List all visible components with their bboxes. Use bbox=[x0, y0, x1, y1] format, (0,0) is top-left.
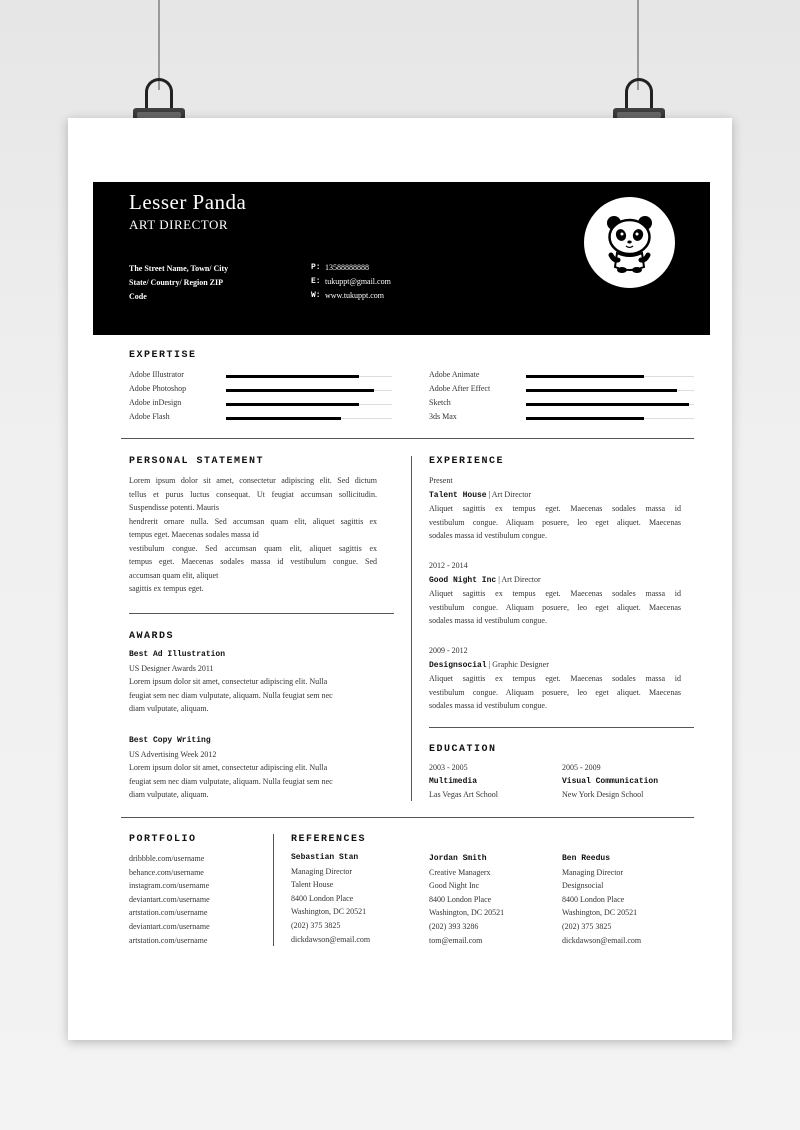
education-item: 2005 - 2009 Visual Communication New York Design School bbox=[562, 763, 659, 799]
panda-avatar bbox=[584, 197, 675, 288]
skill-bar-fill bbox=[526, 403, 689, 406]
skill-label: Adobe Illustrator bbox=[129, 370, 184, 379]
contact-email: E: tukuppt@gmail.com bbox=[311, 277, 391, 286]
award-name: Best Copy Writing bbox=[129, 736, 211, 745]
hanging-string-right bbox=[637, 0, 639, 90]
personal-statement-text: Lorem ipsum dolor sit amet, consectetur adipiscing elit. Sed dictum tellus et purus luctus consequat. Ut feugiat accumsan sollicitudin. Suspendisse potenti. Mauris hendrerit ornare nulla. Sed accumsan quam elit, aliquet sagittis ex tempus eget. Maecenas sodales massa id vestibulum congue. Sed accumsan quam elit, aliquet sagittis ex tempus eget. Maecenas sodales massa id vestibulum congue. Sed accumsan quam elit, aliquet sagittis ex tempus eget. bbox=[129, 476, 377, 593]
portfolio-link[interactable]: artstation.com/username bbox=[129, 935, 208, 945]
skill-label: Adobe Flash bbox=[129, 412, 170, 421]
skill-bar-track bbox=[226, 376, 392, 377]
expertise-title: EXPERTISE bbox=[129, 350, 197, 361]
education-title: EDUCATION bbox=[429, 744, 497, 755]
experience-item: 2012 - 2014 Good Night Inc | Art Director Aliquet sagittis ex tempus eget. Maecenas sodales massa id vestibulum congue. Aliquam posuere, leo eget aliquet. Maecenas sodales massa id vestibulum congue. bbox=[429, 561, 681, 625]
reference-card: Ben Reedus Managing Director Designsocial 8400 London Place Washington, DC 20521 (202) 375 3825 dickdawson@email.com bbox=[562, 852, 694, 947]
education-item: 2003 - 2005 Multimedia Las Vegas Art School bbox=[429, 763, 498, 799]
skill-row bbox=[429, 398, 694, 412]
portfolio-title: PORTFOLIO bbox=[129, 834, 197, 845]
reference-name: Ben Reedus bbox=[562, 854, 611, 863]
contact-info bbox=[311, 261, 391, 303]
divider-statement bbox=[129, 613, 394, 614]
skill-bar-track bbox=[226, 418, 392, 419]
divider-expertise bbox=[121, 438, 694, 439]
awards-title: AWARDS bbox=[129, 631, 175, 642]
skill-label: Adobe Animate bbox=[429, 370, 480, 379]
skill-label: Sketch bbox=[429, 398, 451, 407]
award-item: Best Copy Writing US Advertising Week 2012 Lorem ipsum dolor sit amet, consectetur adipiscing elit. Nulla feugiat sem nec diam vulputate, aliquam. Nulla feugiat sem nec diam vulputate, aliquam. bbox=[129, 734, 359, 802]
portfolio-link[interactable]: behance.com/username bbox=[129, 867, 204, 877]
portfolio-link[interactable]: artstation.com/username bbox=[129, 908, 208, 918]
personal-statement-title: PERSONAL STATEMENT bbox=[129, 456, 265, 467]
skill-bar-track bbox=[226, 404, 392, 405]
skill-row bbox=[129, 370, 392, 384]
skill-label: 3ds Max bbox=[429, 412, 457, 421]
award-name: Best Ad Illustration bbox=[129, 650, 226, 659]
skill-row bbox=[429, 412, 694, 426]
reference-card: Jordan Smith Creative Managerx Good Night Inc 8400 London Place Washington, DC 20521 (202) 393 3286 tom@email.com bbox=[429, 852, 559, 947]
skill-row bbox=[129, 412, 392, 426]
panda-icon bbox=[584, 197, 675, 288]
skill-bar-fill bbox=[226, 375, 359, 378]
skill-label: Adobe After Effect bbox=[429, 384, 491, 393]
skill-bar-fill bbox=[526, 375, 644, 378]
skill-bar-fill bbox=[526, 389, 677, 392]
experience-item: 2009 - 2012 Designsocial | Graphic Designer Aliquet sagittis ex tempus eget. Maecenas sodales massa id vestibulum congue. Aliquam posuere, leo eget aliquet. Maecenas sodales massa id vestibulum congue. bbox=[429, 646, 681, 710]
skill-bar-track bbox=[526, 376, 694, 377]
reference-name: Jordan Smith bbox=[429, 854, 487, 863]
skill-bar-track bbox=[526, 390, 694, 391]
divider-vertical-middle bbox=[411, 456, 412, 801]
portfolio-link[interactable]: deviantart.com/username bbox=[129, 921, 210, 931]
experience-title: EXPERIENCE bbox=[429, 456, 505, 467]
experience-company: Talent House bbox=[429, 490, 487, 500]
hanging-string-left bbox=[158, 0, 160, 90]
portfolio-link[interactable]: instagram.com/username bbox=[129, 881, 210, 891]
reference-card: Sebastian Stan Managing Director Talent House 8400 London Place Washington, DC 20521 (202) 375 3825 dickdawson@email.com bbox=[291, 851, 421, 946]
divider-bottom bbox=[121, 817, 694, 818]
skill-label: Adobe inDesign bbox=[129, 398, 182, 407]
person-role: ART DIRECTOR bbox=[129, 217, 228, 232]
reference-name: Sebastian Stan bbox=[291, 853, 359, 862]
skill-bar-track bbox=[226, 390, 392, 391]
divider-experience bbox=[429, 727, 694, 728]
award-org: US Designer Awards 2011 bbox=[129, 663, 214, 673]
skill-bar-fill bbox=[226, 389, 374, 392]
experience-period: 2009 - 2012 bbox=[429, 646, 468, 655]
award-org: US Advertising Week 2012 bbox=[129, 749, 217, 759]
resume-header bbox=[93, 182, 710, 335]
skill-bar-fill bbox=[226, 403, 359, 406]
references-title: REFERENCES bbox=[291, 834, 367, 845]
address: The Street Name, Town/ City State/ Country/ Region ZIP Code bbox=[129, 264, 229, 301]
experience-company: Designsocial bbox=[429, 660, 487, 670]
skill-row bbox=[429, 384, 694, 398]
skill-bar-fill bbox=[526, 417, 644, 420]
skill-row bbox=[129, 398, 392, 412]
experience-item: Present Talent House | Art Director Aliquet sagittis ex tempus eget. Maecenas sodales massa id vestibulum congue. Aliquam posuere, leo eget aliquet. Maecenas sodales massa id vestibulum congue. bbox=[429, 476, 681, 540]
skill-bar-track bbox=[526, 404, 694, 405]
experience-period: 2012 - 2014 bbox=[429, 561, 468, 570]
divider-portfolio bbox=[273, 834, 274, 946]
skill-row bbox=[429, 370, 694, 384]
portfolio-link[interactable]: deviantart.com/username bbox=[129, 894, 210, 904]
skill-label: Adobe Photoshop bbox=[129, 384, 187, 393]
experience-company: Good Night Inc bbox=[429, 575, 497, 585]
contact-web: W: www.tukuppt.com bbox=[311, 291, 385, 300]
portfolio-links bbox=[129, 852, 259, 947]
person-name: Lesser Panda bbox=[129, 190, 247, 214]
skill-bar-track bbox=[526, 418, 694, 419]
portfolio-link[interactable]: dribbble.com/username bbox=[129, 854, 205, 863]
award-item: Best Ad Illustration US Designer Awards 2011 Lorem ipsum dolor sit amet, consectetur adipiscing elit. Nulla feugiat sem nec diam vulputate, aliquam. Nulla feugiat sem nec diam vulputate, aliquam. bbox=[129, 648, 359, 716]
skill-bar-fill bbox=[226, 417, 341, 420]
contact-phone: P: 13588888888 bbox=[311, 263, 369, 272]
skill-row bbox=[129, 384, 392, 398]
experience-period: Present bbox=[429, 476, 453, 485]
